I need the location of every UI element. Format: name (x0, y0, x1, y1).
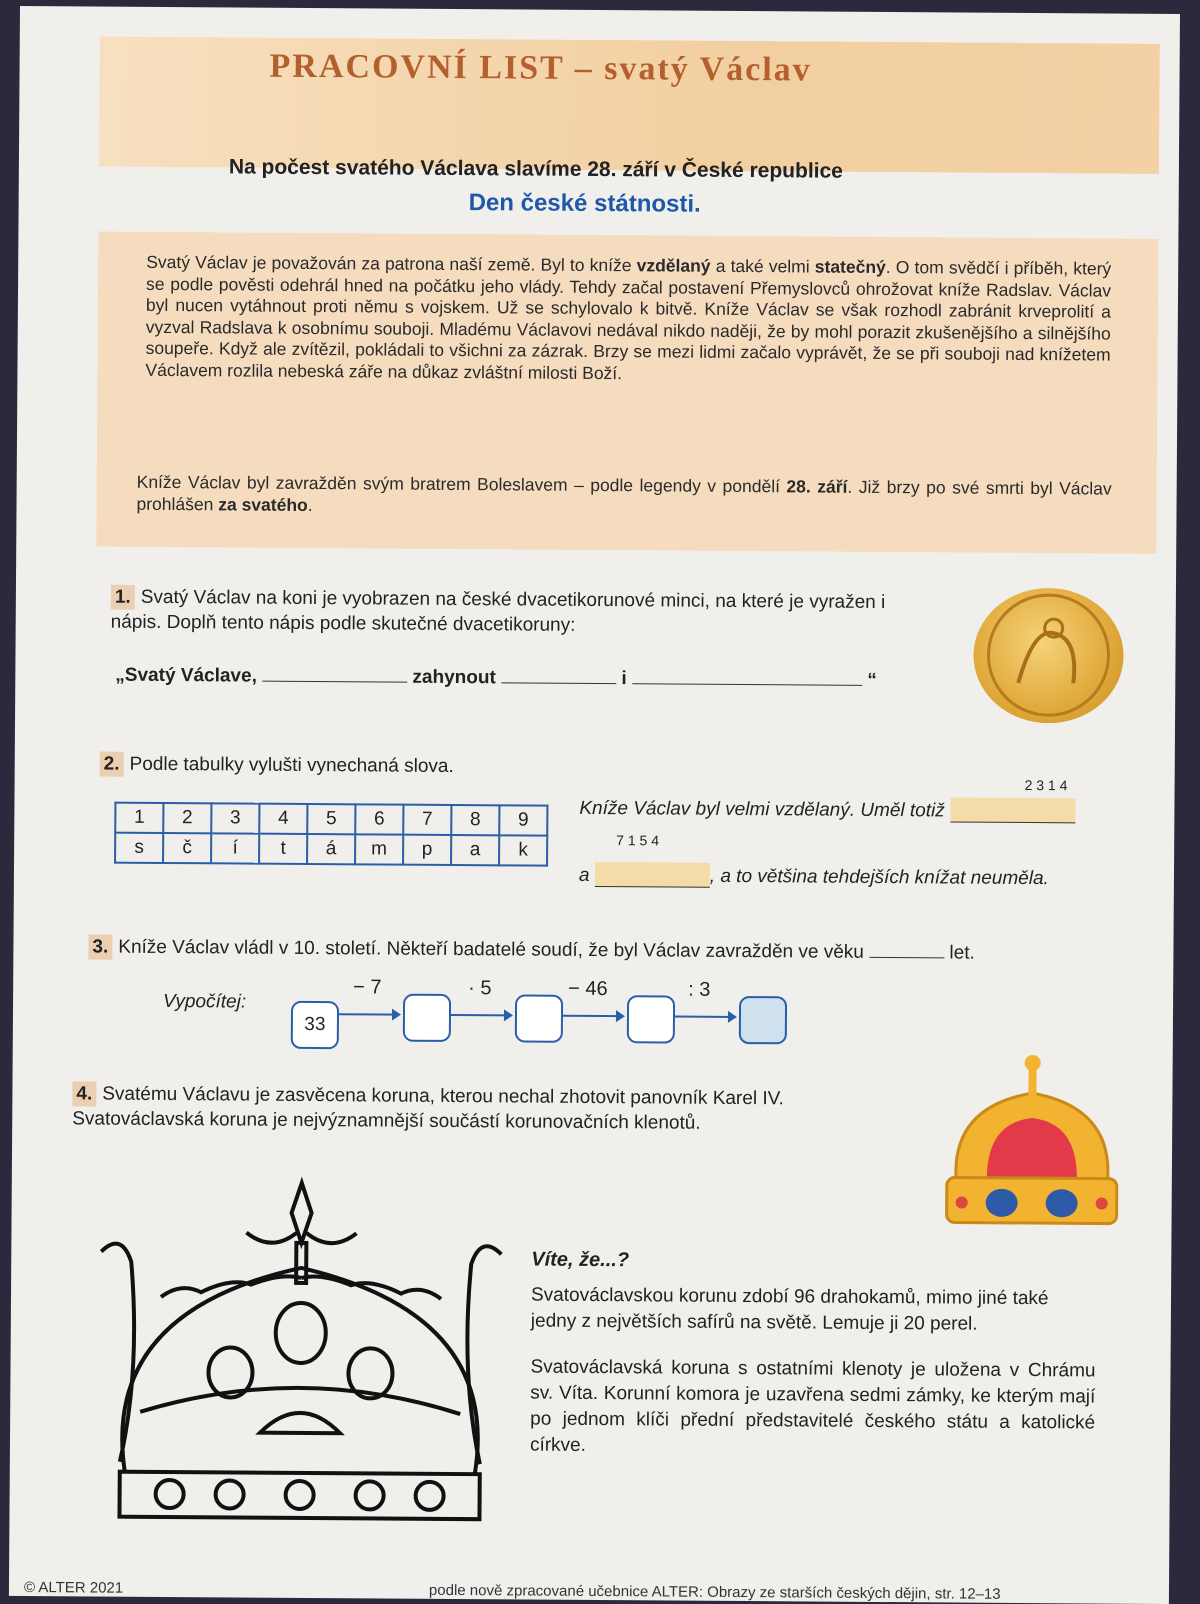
op-times-5: · 5 (468, 977, 492, 1000)
crown-coloring-outline (79, 1171, 532, 1534)
cipher-number: 5 (307, 804, 355, 834)
task4-text: 4. Svatému Václavu je zasvěcena koruna, kterou nechal zhotovit panovník Karel IV. Svatováclavská koruna je nejvýznamnější součástí korunovačních klenotů. (72, 1081, 912, 1137)
facts-paragraph-1: Svatováclavskou korunu zdobí 96 drahokamů, mimo jiné také jedny z největších safírů na světě. Lemuje ji 20 perel. (530, 1284, 1049, 1335)
cipher-letter: k (499, 835, 547, 865)
cipher-number: 6 (355, 804, 403, 834)
arrow-icon (339, 1013, 399, 1015)
code-2: 7 1 5 4 (616, 832, 660, 849)
footer-source: podle nově zpracované učebnice ALTER: Obrazy ze starších českých dějin, str. 12–13 (428, 1581, 1001, 1603)
cipher-number: 4 (259, 804, 307, 834)
calc-box-1[interactable] (403, 994, 451, 1042)
op-minus-7: − 7 (353, 976, 382, 999)
page-title: PRACOVNÍ LIST – svatý Václav (269, 47, 812, 89)
calc-box-2[interactable] (515, 994, 563, 1042)
facts-heading: Víte, že...? (531, 1248, 630, 1272)
answer-field-1[interactable] (950, 797, 1075, 823)
cipher-letter: p (403, 835, 451, 865)
calc-result-box[interactable] (739, 996, 787, 1044)
op-div-3: : 3 (688, 978, 711, 1001)
cipher-number: 1 (115, 803, 163, 833)
arrow-icon (563, 1015, 623, 1017)
cipher-letter: č (163, 833, 211, 863)
footer-copyright: © ALTER 2021 (23, 1579, 124, 1597)
op-minus-46: − 46 (568, 977, 608, 1001)
task1-blank-2[interactable] (501, 664, 616, 684)
cipher-letter: s (115, 833, 163, 863)
cipher-table (114, 802, 548, 867)
answer-field-2[interactable] (595, 862, 710, 888)
calc-label: Vypočítej: (162, 990, 247, 1013)
task2-text: 2. Podle tabulky vylušti vynechaná slova. (100, 752, 454, 779)
cipher-letter: í (211, 833, 259, 863)
intro-paragraph-1: Svatý Václav je považován za patrona naší země. Byl to kníže vzdělaný a také velmi statečný. O tom svědčí i příběh, který se podle pověsti odehrál hned na počátku jeho vlády. Tehdy začal postavení Přemyslovců ohrožovat kníže Radslav. Václav byl nucen vytáhnout proti němu s vojskem. Už se schylovalo k bitvě. Kníže Václav se však rozhodl zabránit krveprolití a vyzval Radslava k osobnímu souboji. Mladému Václavovi nedával nikdo naději, že by mohl porazit zkušenějšího a silnějšího soupeře. Když ale zvítězil, pokládali to všichni za zázrak. Brzy se mezi lidmi začalo vyprávět, že se při souboji nad knížetem Václavem rozlila nebeská záře na důkaz zvláštní milosti Boží. (145, 251, 1112, 383)
arrow-icon (675, 1016, 735, 1018)
worksheet-page (9, 6, 1180, 1604)
cipher-number: 3 (211, 803, 259, 833)
intro-box (96, 232, 1158, 554)
task1-number: 1. (111, 585, 135, 610)
task2-sentence-1: Kníže Václav byl velmi vzdělaný. Uměl totiž (579, 795, 1075, 824)
subtitle-holiday: Den české státnosti. (468, 189, 701, 218)
cipher-letter: t (259, 834, 307, 864)
task3-text: 3. Kníže Václav vládl v 10. století. Někteří badatelé soudí, že byl Václav zavražděn ve věku let. (88, 933, 975, 965)
calc-box-3[interactable] (627, 995, 675, 1043)
task1-fill-line: „Svatý Václave, zahynout i “ (115, 664, 877, 691)
cipher-number: 2 (163, 803, 211, 833)
intro-paragraph-2: Kníže Václav byl zavražděn svým bratrem Boleslavem – podle legendy v pondělí 28. září. Již brzy po své smrti byl Václav prohlášen za svatého. (136, 471, 1112, 515)
calc-start-box: 33 (291, 1001, 339, 1049)
code-1: 2 3 1 4 (1024, 776, 1068, 794)
crown-color-icon (916, 1037, 1147, 1239)
task1-text: 1. Svatý Václav na koni je vyobrazen na české dvacetikorunové minci, na které je vyražen i nápis. Doplň tento nápis podle skutečné dvacetikoruny: (111, 585, 911, 641)
age-blank[interactable] (869, 939, 944, 959)
arrow-icon (451, 1014, 511, 1016)
task1-blank-1[interactable] (262, 663, 407, 683)
cipher-letter: á (307, 834, 355, 864)
subtitle-date: Na počest svatého Václava slavíme 28. září v České republice (228, 155, 843, 183)
cipher-number: 9 (499, 805, 547, 835)
cipher-number: 8 (451, 805, 499, 835)
cipher-letter: m (355, 834, 403, 864)
cipher-letter: a (451, 835, 499, 865)
cipher-number: 7 (403, 805, 451, 835)
coin-image (973, 588, 1124, 724)
task2-sentence-2: a , a to většina tehdejších knížat neuměla. (579, 862, 1049, 891)
task1-blank-3[interactable] (632, 665, 862, 686)
facts-paragraph-2: Svatováclavská koruna s ostatními klenoty je uložena v Chrámu sv. Víta. Korunní komora je uzavřena sedmi zámky, ke kterým mají po jednom klíči přední představitelé českého státu a katolické církve. (529, 1356, 1096, 1456)
